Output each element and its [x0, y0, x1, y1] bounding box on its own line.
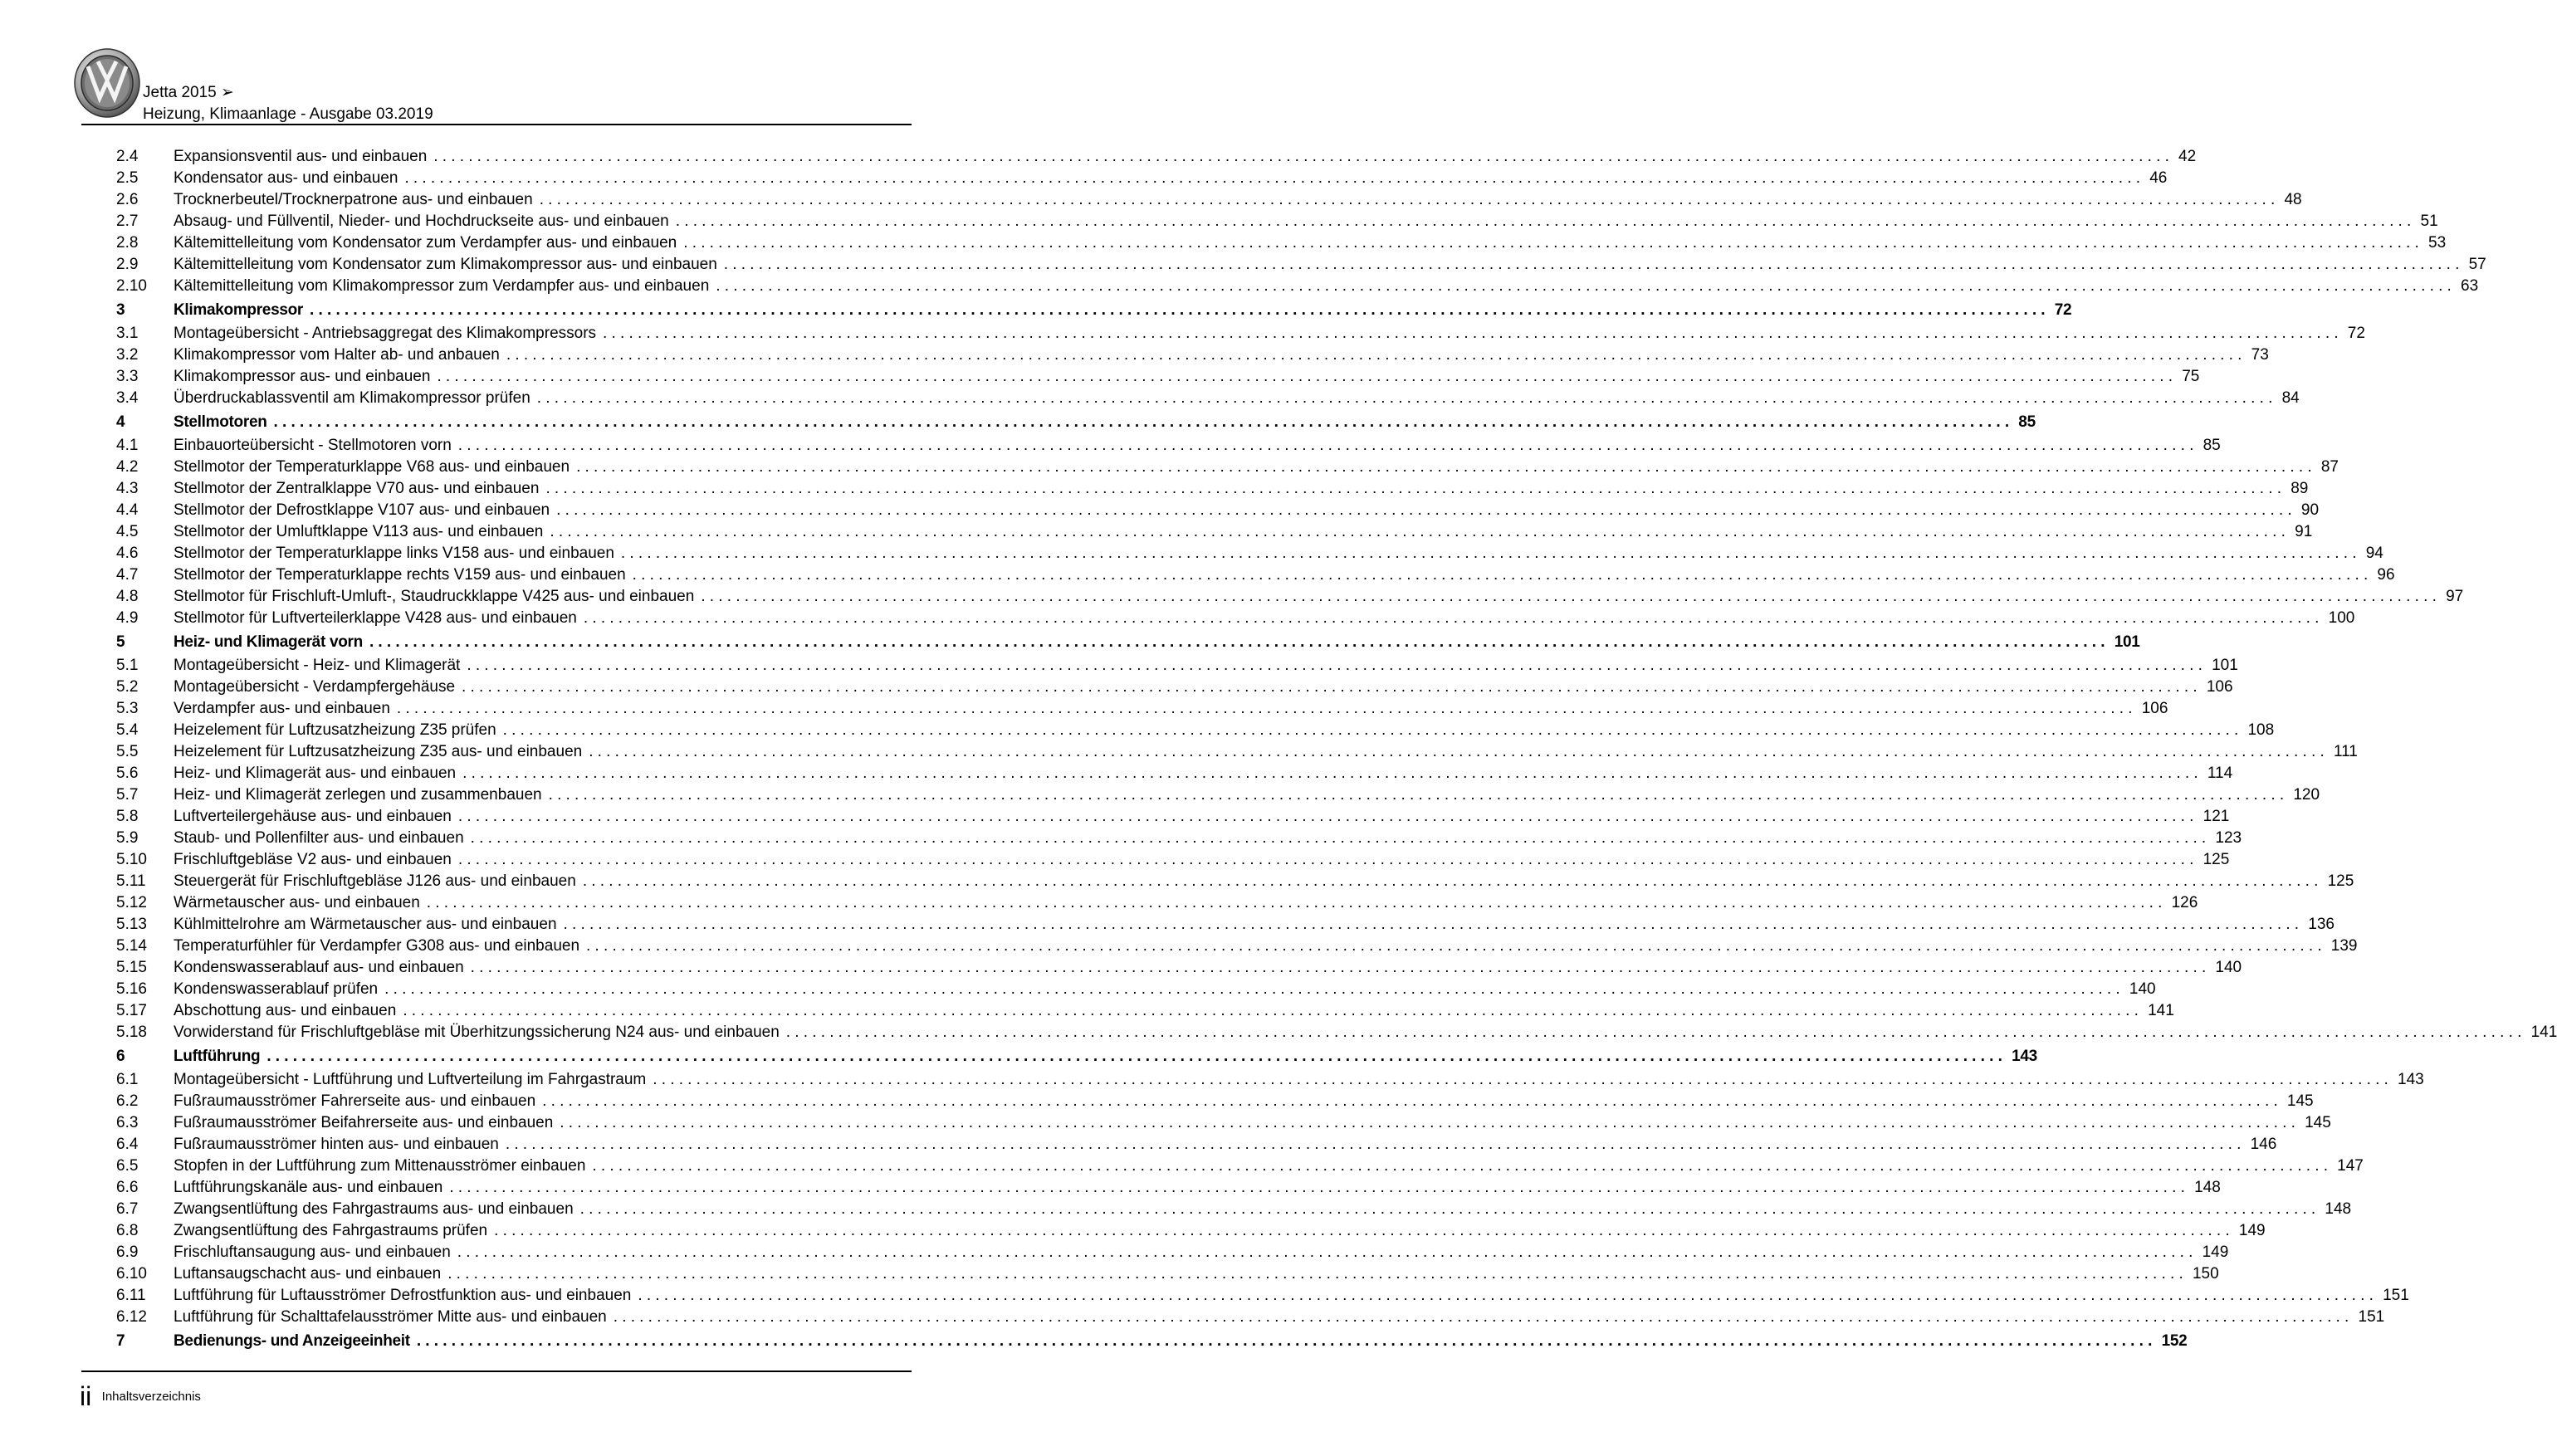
toc-title: Einbauorteübersicht - Stellmotoren vorn: [174, 437, 452, 454]
toc-leader-dots: ........................................................................................................................................................................................................: [603, 325, 2343, 342]
toc-row[interactable]: [116, 741, 2358, 763]
toc-page-number: 143: [2012, 1048, 2037, 1065]
toc-title: Luftführung für Schalttafelausströmer Mitte aus- und einbauen: [174, 1308, 607, 1326]
toc-leader-dots: ........................................................................................................................................................................................................: [457, 808, 2198, 825]
toc-title: Klimakompressor: [174, 301, 304, 319]
toc-row[interactable]: [116, 1112, 2331, 1134]
toc-leader-dots: ........................................................................................................................................................................................................: [457, 1243, 2198, 1261]
toc-leader-dots: ........................................................................................................................................................................................................: [462, 678, 2202, 696]
toc-leader-dots: ........................................................................................................................................................................................................: [539, 191, 2280, 208]
toc-number: 3.3: [116, 368, 139, 385]
toc-number: 4.1: [116, 437, 139, 454]
page-footer: [80, 1381, 201, 1412]
toc-row[interactable]: [116, 1069, 2424, 1091]
toc-number: 5.5: [116, 743, 139, 760]
toc-title: Zwangsentlüftung des Fahrgastraums aus- und einbauen: [174, 1200, 574, 1218]
toc-row[interactable]: [116, 254, 2486, 276]
toc-page-number: 101: [2114, 633, 2140, 651]
toc-title: Luftführung für Luftausströmer Defrostfunktion aus- und einbauen: [174, 1287, 632, 1304]
toc-number: 2.9: [116, 256, 139, 273]
toc-leader-dots: ........................................................................................................................................................................................................: [701, 588, 2442, 605]
footer-rule: [81, 1370, 912, 1372]
toc-leader-dots: ........................................................................................................................................................................................................: [536, 389, 2277, 407]
toc-row[interactable]: [116, 232, 2447, 254]
toc-title: Staub- und Pollenfilter aus- und einbauen: [174, 829, 464, 847]
toc-number: 6.6: [116, 1179, 139, 1196]
toc-page-number: 126: [2171, 894, 2198, 911]
toc-number: 3.4: [116, 389, 139, 407]
toc-title: Montageübersicht - Luftführung und Luftverteilung im Fahrgastraum: [174, 1071, 647, 1088]
toc-number: 4.8: [116, 588, 139, 605]
toc-number: 6.2: [116, 1092, 139, 1110]
toc-row[interactable]: [116, 435, 2221, 457]
toc-row[interactable]: [116, 936, 2358, 957]
toc-row[interactable]: [116, 1242, 2229, 1263]
toc-page-number: 125: [2203, 851, 2230, 868]
toc-row[interactable]: [116, 586, 2464, 608]
toc-number: 4.5: [116, 523, 139, 540]
toc-row[interactable]: [116, 784, 2320, 806]
toc-leader-dots: ........................................................................................................................................................................................................: [579, 1200, 2320, 1218]
toc-row[interactable]: [116, 478, 2309, 500]
toc-leader-dots: ........................................................................................................................................................................................................: [785, 1024, 2526, 1041]
toc-page-number: 48: [2284, 191, 2302, 208]
toc-page-number: 141: [2530, 1024, 2557, 1041]
toc-page-number: 96: [2377, 566, 2395, 584]
toc-number: 5.4: [116, 721, 139, 739]
toc-title: Stellmotor für Luftverteilerklappe V428 aus- und einbauen: [174, 609, 577, 627]
toc-number: 4.2: [116, 458, 139, 476]
toc-page-number: 151: [2383, 1287, 2409, 1304]
toc-number: 7: [116, 1332, 125, 1350]
toc-title: Expansionsventil aus- und einbauen: [174, 148, 428, 165]
toc-row[interactable]: [116, 564, 2395, 586]
toc-title: Verdampfer aus- und einbauen: [174, 700, 390, 717]
toc-title: Stopfen in der Luftführung zum Mittenausströmer einbauen: [174, 1157, 586, 1175]
toc-number: 6.5: [116, 1157, 139, 1175]
toc-number: 5.7: [116, 786, 139, 804]
toc-number: 4.6: [116, 545, 139, 562]
toc-leader-dots: ........................................................................................................................................................................................................: [457, 851, 2198, 868]
toc-row[interactable]: [116, 892, 2198, 914]
toc-row[interactable]: [116, 189, 2302, 211]
header-model: Jetta 2015 ➢: [143, 84, 234, 101]
toc-number: 5.13: [116, 916, 147, 933]
toc-leader-dots: ........................................................................................................................................................................................................: [589, 743, 2329, 760]
toc-page-number: 145: [2305, 1114, 2331, 1131]
toc-row[interactable]: [116, 849, 2230, 871]
toc-leader-dots: ........................................................................................................................................................................................................: [563, 916, 2304, 933]
toc-title: Frischluftgebläse V2 aus- und einbauen: [174, 851, 452, 868]
toc-number: 5.8: [116, 808, 139, 825]
toc-leader-dots: ........................................................................................................................................................................................................: [586, 937, 2326, 955]
toc-leader-dots: ........................................................................................................................................................................................................: [506, 346, 2247, 364]
toc-number: 5: [116, 633, 125, 651]
toc-number: 6.8: [116, 1222, 139, 1239]
toc-chapter-row[interactable]: [116, 297, 2072, 323]
toc-page-number: 100: [2328, 609, 2355, 627]
toc-title: Wärmetauscher aus- und einbauen: [174, 894, 420, 911]
toc-number: 5.1: [116, 657, 139, 674]
toc-row[interactable]: [116, 1134, 2277, 1156]
toc-page-number: 149: [2202, 1243, 2229, 1261]
toc-leader-dots: ........................................................................................................................................................................................................: [723, 256, 2464, 273]
toc-leader-dots: ........................................................................................................................................................................................................: [462, 765, 2203, 782]
toc-title: Klimakompressor aus- und einbauen: [174, 368, 431, 385]
toc-title: Stellmotor der Umluftklappe V113 aus- und einbauen: [174, 523, 544, 540]
toc-title: Stellmotor für Frischluft-Umluft-, Staudruckklappe V425 aus- und einbauen: [174, 588, 695, 605]
toc-number: 3.1: [116, 325, 139, 342]
toc-number: 2.7: [116, 213, 139, 230]
toc-number: 6.3: [116, 1114, 139, 1131]
toc-title: Luftführungskanäle aus- und einbauen: [174, 1179, 443, 1196]
toc-title: Heiz- und Klimagerät zerlegen und zusammenbauen: [174, 786, 542, 804]
toc-number: 6.9: [116, 1243, 139, 1261]
toc-leader-dots: ........................................................................................................................................................................................................: [613, 1308, 2354, 1326]
toc-row[interactable]: [116, 344, 2269, 366]
toc-number: 6.11: [116, 1287, 146, 1304]
toc-title: Stellmotor der Defrostklappe V107 aus- und einbauen: [174, 501, 550, 519]
toc-number: 6: [116, 1048, 125, 1065]
toc-leader-dots: ........................................................................................................................................................................................................: [457, 437, 2198, 454]
toc-number: 4.3: [116, 480, 139, 497]
toc-page-number: 146: [2250, 1136, 2277, 1153]
toc-title: Kältemittelleitung vom Kondensator zum Verdampfer aus- und einbauen: [174, 234, 677, 252]
toc-title: Montageübersicht - Verdampfergehäuse: [174, 678, 456, 696]
toc-row[interactable]: [116, 1307, 2385, 1328]
toc-leader-dots: ........................................................................................................................................................................................................: [548, 786, 2289, 804]
toc-title: Heizelement für Luftzusatzheizung Z35 aus- und einbauen: [174, 743, 583, 760]
toc-number: 4: [116, 413, 125, 431]
toc-chapter-row[interactable]: [116, 629, 2140, 655]
toc-leader-dots: ........................................................................................................................................................................................................: [433, 148, 2174, 165]
toc-leader-dots: ........................................................................................................................................................................................................: [449, 1179, 2190, 1196]
toc-page-number: 85: [2203, 437, 2221, 454]
toc-page-number: 147: [2337, 1157, 2364, 1175]
toc-row[interactable]: [116, 1199, 2352, 1220]
toc-title: Fußraumausströmer hinten aus- und einbauen: [174, 1136, 499, 1153]
toc-number: 2.10: [116, 277, 147, 295]
toc-leader-dots: ........................................................................................................................................................................................................: [583, 609, 2324, 627]
toc-page-number: 87: [2320, 458, 2339, 476]
toc-page-number: 152: [2161, 1332, 2188, 1350]
toc-title: Heiz- und Klimagerät aus- und einbauen: [174, 765, 457, 782]
toc-leader-dots: ........................................................................................................................................................................................................: [467, 657, 2207, 674]
toc-leader-dots: ........................................................................................................................................................................................................: [716, 277, 2457, 295]
toc-row[interactable]: [116, 211, 2438, 232]
footer-label: Inhaltsverzeichnis: [101, 1390, 201, 1404]
toc-row[interactable]: [116, 1220, 2266, 1242]
toc-title: Kältemittelleitung vom Klimakompressor zum Verdampfer aus- und einbauen: [174, 277, 710, 295]
toc-title: Klimakompressor vom Halter ab- und anbauen: [174, 346, 500, 364]
toc-leader-dots: ........................................................................................................................................................................................................: [675, 213, 2416, 230]
toc-row[interactable]: [116, 677, 2233, 698]
toc-row[interactable]: [116, 500, 2320, 521]
toc-page-number: 140: [2129, 980, 2156, 998]
toc-leader-dots: ........................................................................................................................................................................................................: [683, 234, 2424, 252]
toc-number: 3: [116, 301, 125, 319]
toc-page-number: 106: [2141, 700, 2168, 717]
toc-title: Stellmotor der Zentralklappe V70 aus- und einbauen: [174, 480, 540, 497]
toc-page-number: 97: [2446, 588, 2464, 605]
toc-title: Heizelement für Luftzusatzheizung Z35 prüfen: [174, 721, 496, 739]
toc-title: Fußraumausströmer Beifahrerseite aus- und einbauen: [174, 1114, 554, 1131]
toc-title: Fußraumausströmer Fahrerseite aus- und einbauen: [174, 1092, 536, 1110]
toc-number: 2.6: [116, 191, 139, 208]
toc-leader-dots: ........................................................................................................................................................................................................: [384, 980, 2124, 998]
toc-leader-dots: ........................................................................................................................................................................................................: [470, 959, 2211, 976]
toc-title: Luftführung: [174, 1048, 261, 1065]
toc-leader-dots: ........................................................................................................................................................................................................: [369, 633, 2110, 651]
toc-page-number: 91: [2295, 523, 2313, 540]
toc-page-number: 108: [2247, 721, 2275, 739]
toc-page-number: 72: [2054, 301, 2072, 319]
toc-title: Kältemittelleitung vom Kondensator zum Klimakompressor aus- und einbauen: [174, 256, 717, 273]
toc-page-number: 140: [2215, 959, 2242, 976]
toc-row[interactable]: [116, 1000, 2174, 1022]
toc-page-number: 51: [2420, 213, 2438, 230]
toc-number: 5.9: [116, 829, 139, 847]
toc-number: 6.1: [116, 1071, 139, 1088]
toc-page-number: 141: [2148, 1002, 2174, 1019]
toc-leader-dots: ........................................................................................................................................................................................................: [273, 413, 2014, 431]
toc-row[interactable]: [116, 608, 2355, 629]
toc-leader-dots: ........................................................................................................................................................................................................: [447, 1265, 2188, 1283]
toc-page-number: 89: [2291, 480, 2309, 497]
toc-row[interactable]: [116, 655, 2238, 677]
toc-title: Montageübersicht - Antriebsaggregat des Klimakompressors: [174, 325, 597, 342]
toc-row[interactable]: [116, 543, 2383, 564]
toc-number: 5.12: [116, 894, 147, 911]
toc-row[interactable]: [116, 1263, 2219, 1285]
toc-row[interactable]: [116, 871, 2354, 892]
toc-leader-dots: ........................................................................................................................................................................................................: [266, 1048, 2007, 1065]
toc-leader-dots: ........................................................................................................................................................................................................: [470, 829, 2211, 847]
toc-page-number: 73: [2251, 346, 2269, 364]
toc-number: 6.12: [116, 1308, 147, 1326]
toc-page-number: 53: [2428, 234, 2447, 252]
toc-number: 5.10: [116, 851, 147, 868]
toc-title: Absaug- und Füllventil, Nieder- und Hochdruckseite aus- und einbauen: [174, 213, 669, 230]
toc-title: Vorwiderstand für Frischluftgebläse mit Überhitzungssicherung N24 aus- und einbauen: [174, 1024, 780, 1041]
page-header: [0, 0, 1029, 133]
toc-row[interactable]: [116, 1285, 2409, 1307]
toc-number: 5.14: [116, 937, 147, 955]
toc-leader-dots: ........................................................................................................................................................................................................: [550, 523, 2291, 540]
toc-page-number: 120: [2293, 786, 2320, 804]
toc-leader-dots: ........................................................................................................................................................................................................: [632, 566, 2373, 584]
toc-title: Stellmotor der Temperaturklappe V68 aus- und einbauen: [174, 458, 570, 476]
toc-leader-dots: ........................................................................................................................................................................................................: [638, 1287, 2379, 1304]
toc-page-number: 75: [2182, 368, 2200, 385]
toc-page-number: 150: [2192, 1265, 2219, 1283]
toc-row[interactable]: [116, 276, 2479, 297]
toc-number: 2.8: [116, 234, 139, 252]
toc-title: Trocknerbeutel/Trocknerpatrone aus- und einbauen: [174, 191, 533, 208]
toc-row[interactable]: [116, 521, 2313, 543]
toc-page-number: 145: [2286, 1092, 2314, 1110]
toc-number: 5.17: [116, 1002, 147, 1019]
toc-page-number: 42: [2178, 148, 2197, 165]
toc-page-number: 114: [2207, 765, 2233, 782]
toc-row[interactable]: [116, 763, 2233, 784]
page-number: ii: [80, 1381, 92, 1411]
toc-row[interactable]: [116, 168, 2168, 189]
toc-row[interactable]: [116, 146, 2197, 168]
toc-title: Frischluftansaugung aus- und einbauen: [174, 1243, 451, 1261]
toc-number: 2.4: [116, 148, 139, 165]
toc-title: Steuergerät für Frischluftgebläse J126 aus- und einbauen: [174, 872, 576, 890]
toc-row[interactable]: [116, 828, 2242, 849]
toc-title: Kondensator aus- und einbauen: [174, 169, 398, 187]
toc-number: 5.11: [116, 872, 146, 890]
header-subtitle: Heizung, Klimaanlage - Ausgabe 03.2019: [143, 105, 433, 123]
toc-page-number: 121: [2203, 808, 2230, 825]
toc-row[interactable]: [116, 457, 2339, 478]
toc-title: Stellmotor der Temperaturklappe links V158 aus- und einbauen: [174, 545, 614, 562]
toc-page-number: 94: [2365, 545, 2383, 562]
toc-row[interactable]: [116, 366, 2200, 388]
toc-page-number: 136: [2308, 916, 2335, 933]
toc-chapter-row[interactable]: [116, 1328, 2188, 1354]
toc-page-number: 46: [2149, 169, 2168, 187]
toc-number: 6.4: [116, 1136, 139, 1153]
toc-title: Überdruckablassventil am Klimakompressor prüfen: [174, 389, 530, 407]
toc-leader-dots: ........................................................................................................................................................................................................: [505, 1136, 2246, 1153]
toc-number: 6.10: [116, 1265, 147, 1283]
toc-leader-dots: ........................................................................................................................................................................................................: [416, 1332, 2157, 1350]
toc-leader-dots: ........................................................................................................................................................................................................: [620, 545, 2361, 562]
toc-leader-dots: ........................................................................................................................................................................................................: [542, 1092, 2282, 1110]
toc-leader-dots: ........................................................................................................................................................................................................: [545, 480, 2286, 497]
toc-leader-dots: ........................................................................................................................................................................................................: [494, 1222, 2234, 1239]
toc-page-number: 63: [2461, 277, 2479, 295]
toc-page-number: 143: [2398, 1071, 2424, 1088]
toc-row[interactable]: [116, 388, 2300, 409]
vw-logo: [73, 46, 141, 120]
toc-page-number: 139: [2330, 937, 2358, 955]
toc-row[interactable]: [116, 806, 2230, 828]
toc-page-number: 90: [2300, 501, 2320, 519]
toc-leader-dots: ........................................................................................................................................................................................................: [576, 458, 2316, 476]
toc-row[interactable]: [116, 1022, 2557, 1043]
toc-number: 5.15: [116, 959, 147, 976]
toc-title: Kondenswasserablauf aus- und einbauen: [174, 959, 464, 976]
toc-row[interactable]: [116, 323, 2365, 344]
toc-chapter-row[interactable]: [116, 409, 2036, 435]
toc-page-number: 106: [2206, 678, 2233, 696]
toc-title: Bedienungs- und Anzeigeeinheit: [174, 1332, 410, 1350]
toc-page-number: 148: [2325, 1200, 2352, 1218]
toc-leader-dots: ........................................................................................................................................................................................................: [592, 1157, 2333, 1175]
toc-leader-dots: ........................................................................................................................................................................................................: [437, 368, 2178, 385]
toc-number: 2.5: [116, 169, 139, 187]
toc-number: 6.7: [116, 1200, 139, 1218]
toc-number: 5.16: [116, 980, 147, 998]
toc-title: Luftansaugschacht aus- und einbauen: [174, 1265, 442, 1283]
toc-title: Kühlmittelrohre am Wärmetauscher aus- und einbauen: [174, 916, 557, 933]
toc-number: 4.7: [116, 566, 139, 584]
toc-row[interactable]: [116, 979, 2156, 1000]
toc-page-number: 85: [2018, 413, 2036, 431]
toc-number: 4.9: [116, 609, 139, 627]
toc-page-number: 123: [2215, 829, 2242, 847]
toc-leader-dots: ........................................................................................................................................................................................................: [560, 1114, 2300, 1131]
toc-number: 5.3: [116, 700, 139, 717]
toc-number: 5.2: [116, 678, 139, 696]
toc-row[interactable]: [116, 720, 2275, 741]
toc-title: Montageübersicht - Heiz- und Klimagerät: [174, 657, 461, 674]
toc-page-number: 149: [2238, 1222, 2266, 1239]
toc-row[interactable]: [116, 914, 2335, 936]
toc-number: 5.6: [116, 765, 139, 782]
toc-leader-dots: ........................................................................................................................................................................................................: [403, 1002, 2144, 1019]
toc-title: Temperaturfühler für Verdampfer G308 aus- und einbauen: [174, 937, 580, 955]
toc-leader-dots: ........................................................................................................................................................................................................: [426, 894, 2167, 911]
toc-leader-dots: ........................................................................................................................................................................................................: [502, 721, 2243, 739]
toc-page-number: 57: [2468, 256, 2486, 273]
toc-leader-dots: ........................................................................................................................................................................................................: [556, 501, 2296, 519]
toc-title: Luftverteilergehäuse aus- und einbauen: [174, 808, 452, 825]
toc-page-number: 111: [2333, 743, 2358, 760]
toc-title: Heiz- und Klimagerät vorn: [174, 633, 363, 651]
toc-leader-dots: ........................................................................................................................................................................................................: [653, 1071, 2393, 1088]
toc-row[interactable]: [116, 957, 2242, 979]
toc-number: 3.2: [116, 346, 139, 364]
toc-row[interactable]: [116, 1177, 2221, 1199]
toc-leader-dots: ........................................................................................................................................................................................................: [404, 169, 2145, 187]
toc-number: 5.18: [116, 1024, 147, 1041]
toc-title: Stellmotor der Temperaturklappe rechts V159 aus- und einbauen: [174, 566, 626, 584]
toc-page-number: 101: [2212, 657, 2238, 674]
toc-leader-dots: ........................................................................................................................................................................................................: [310, 301, 2050, 319]
toc-leader-dots: ........................................................................................................................................................................................................: [396, 700, 2137, 717]
table-of-contents: [116, 146, 2557, 1354]
toc-row[interactable]: [116, 698, 2168, 720]
toc-title: Kondenswasserablauf prüfen: [174, 980, 379, 998]
toc-page-number: 125: [2327, 872, 2354, 890]
toc-number: 4.4: [116, 501, 139, 519]
toc-title: Abschottung aus- und einbauen: [174, 1002, 397, 1019]
toc-row[interactable]: [116, 1156, 2364, 1177]
toc-page-number: 151: [2358, 1308, 2385, 1326]
toc-page-number: 148: [2194, 1179, 2221, 1196]
toc-row[interactable]: [116, 1091, 2314, 1112]
toc-chapter-row[interactable]: [116, 1043, 2037, 1069]
toc-page-number: 84: [2281, 389, 2300, 407]
toc-leader-dots: ........................................................................................................................................................................................................: [582, 872, 2323, 890]
toc-title: Zwangsentlüftung des Fahrgastraums prüfen: [174, 1222, 488, 1239]
header-rule: [81, 124, 912, 125]
toc-title: Stellmotoren: [174, 413, 267, 431]
toc-page-number: 72: [2347, 325, 2365, 342]
